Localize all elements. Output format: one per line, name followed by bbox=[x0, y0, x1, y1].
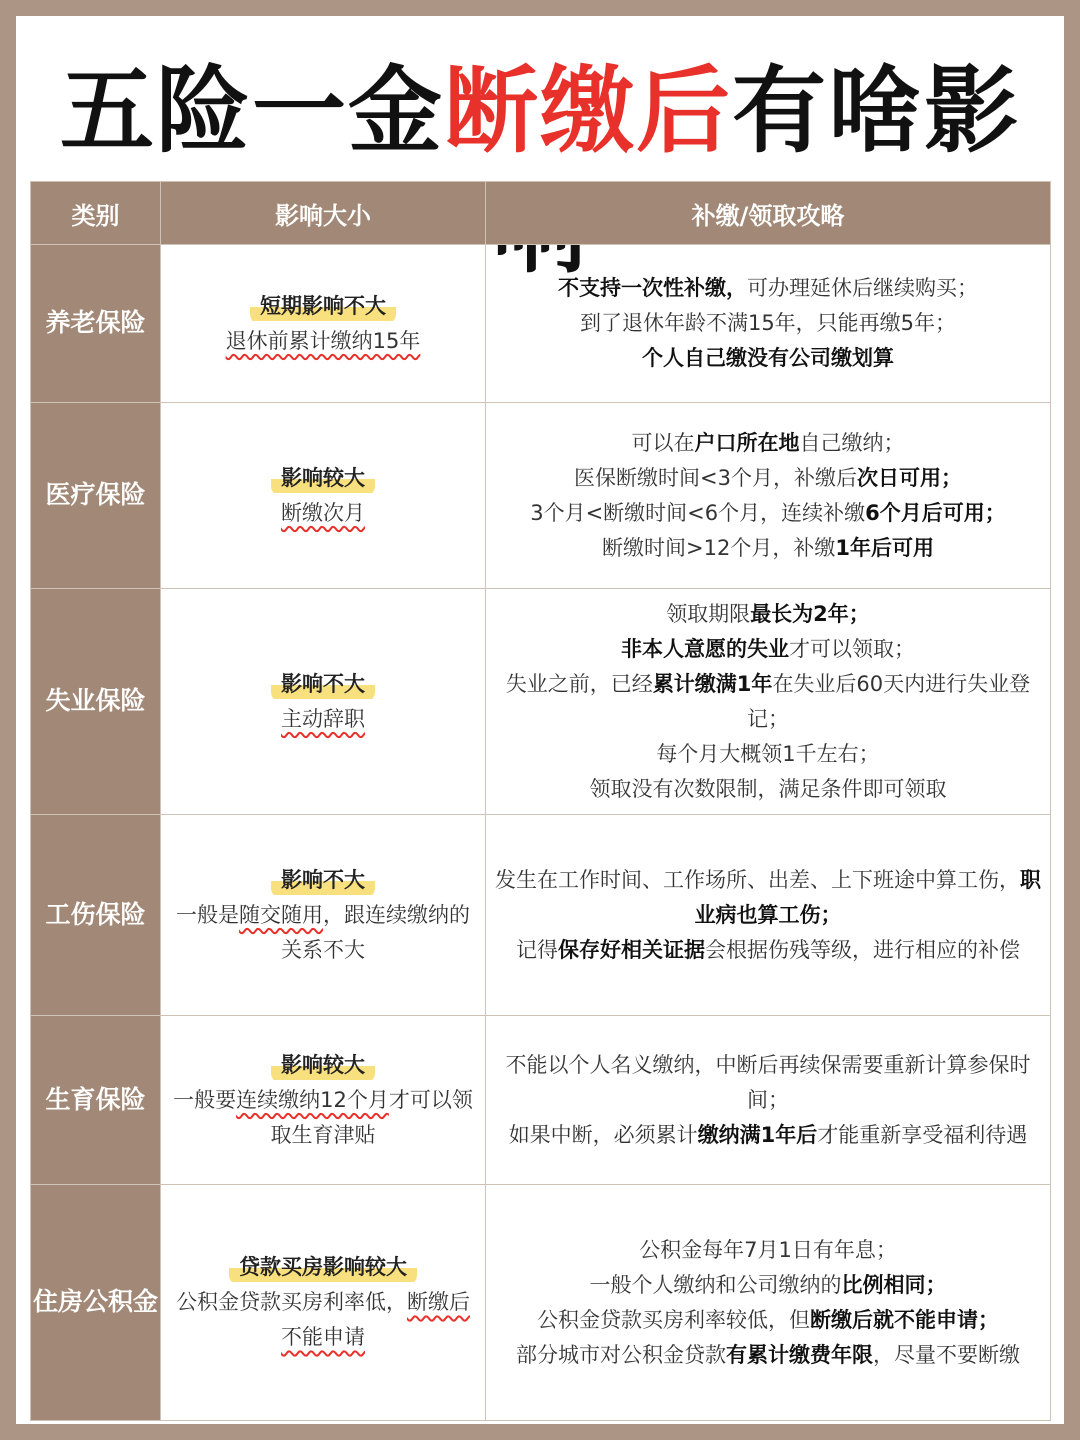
impact-badge: 影响较大 bbox=[271, 1048, 375, 1083]
bold-text: 户口所在地 bbox=[694, 430, 800, 455]
text: 如果中断，必须累计 bbox=[508, 1122, 698, 1147]
text: ，尽量不要断缴 bbox=[873, 1342, 1020, 1367]
guide-cell bbox=[486, 245, 1051, 403]
category-cell: 住房公积金 bbox=[31, 1185, 161, 1421]
impact-text bbox=[167, 898, 479, 968]
bold-text: 个人自己缴没有公司缴划算 bbox=[642, 346, 894, 370]
impact-cell bbox=[161, 245, 486, 403]
underlined-text: 主动辞职 bbox=[281, 706, 365, 731]
text: 领取期限 bbox=[666, 601, 751, 626]
text: 断缴时间>12个月，补缴 bbox=[602, 535, 836, 560]
impact-cell bbox=[161, 1016, 486, 1185]
guide-cell bbox=[486, 815, 1051, 1016]
impact-text bbox=[167, 1083, 479, 1153]
text: 一般要 bbox=[173, 1087, 237, 1112]
text: ，跟连续缴纳的关系不大 bbox=[281, 902, 470, 962]
guide-line bbox=[494, 1268, 1042, 1303]
guide-line bbox=[494, 632, 1042, 667]
impact-text bbox=[167, 324, 479, 359]
impact-badge: 贷款买房影响较大 bbox=[229, 1250, 417, 1285]
guide-line bbox=[494, 271, 1042, 306]
text: 会根据伤残等级，进行相应的补偿 bbox=[705, 937, 1020, 962]
bold-text: 比例相同； bbox=[841, 1272, 947, 1297]
impact-badge: 短期影响不大 bbox=[250, 289, 396, 324]
guide-line bbox=[494, 461, 1042, 496]
underlined-text: 断缴次月 bbox=[281, 500, 365, 525]
text: 可办理延休后继续购买； bbox=[747, 276, 978, 300]
impact-cell bbox=[161, 403, 486, 589]
guide-line bbox=[494, 1118, 1042, 1153]
title-part1: 五险一金 bbox=[59, 57, 444, 166]
bold-text: 职业病也算工伤； bbox=[694, 867, 1041, 927]
text: 领取没有次数限制，满足条件即可领取 bbox=[589, 776, 947, 801]
table-row bbox=[31, 1185, 1051, 1421]
text: 公积金贷款买房利率低， bbox=[176, 1290, 407, 1314]
guide-line bbox=[494, 772, 1042, 807]
guide-line bbox=[494, 737, 1042, 772]
text: 才可以领取； bbox=[789, 636, 915, 661]
table-row bbox=[31, 589, 1051, 815]
impact-badge: 影响不大 bbox=[271, 667, 375, 702]
text: 不能以个人名义缴纳，中断后再续保需要重新计算参保时间； bbox=[505, 1052, 1031, 1112]
text: 才能重新享受福利待遇 bbox=[817, 1122, 1028, 1147]
table-row bbox=[31, 245, 1051, 403]
guide-line bbox=[494, 1338, 1042, 1373]
text: 在失业后60天内进行失业登记； bbox=[747, 671, 1031, 731]
column-header-impact: 影响大小 bbox=[161, 182, 486, 245]
text: 一般是 bbox=[176, 902, 239, 927]
impact-text bbox=[167, 496, 479, 531]
bold-text: 缴纳满1年后 bbox=[697, 1122, 818, 1147]
guide-line bbox=[494, 426, 1042, 461]
guide-line bbox=[494, 531, 1042, 566]
guide-cell bbox=[486, 403, 1051, 589]
impact-cell bbox=[161, 1185, 486, 1421]
title-part2: 有啥影 bbox=[732, 57, 1021, 166]
bold-text: 1年后可用 bbox=[835, 535, 934, 560]
impact-cell bbox=[161, 589, 486, 815]
text: 记得 bbox=[516, 937, 558, 962]
text: 3个月<断缴时间<6个月，连续补缴 bbox=[530, 500, 866, 525]
text: 公积金贷款买房利率较低，但 bbox=[537, 1307, 810, 1332]
guide-line bbox=[494, 597, 1042, 632]
guide-line bbox=[494, 496, 1042, 531]
category-cell: 医疗保险 bbox=[31, 403, 161, 589]
title-highlight: 断缴后 bbox=[443, 57, 732, 166]
insurance-table bbox=[30, 181, 1051, 1421]
column-header-category: 类别 bbox=[31, 182, 161, 245]
bold-text: 不支持一次性补缴， bbox=[558, 276, 747, 300]
bold-text: 6个月后可用； bbox=[865, 500, 1006, 525]
text: 到了退休年龄不满15年，只能再缴5年； bbox=[579, 311, 957, 335]
guide-line bbox=[494, 1233, 1042, 1268]
guide-line bbox=[494, 667, 1042, 737]
bold-text: 保存好相关证据 bbox=[558, 937, 705, 962]
guide-line bbox=[494, 933, 1042, 968]
table-row bbox=[31, 403, 1051, 589]
underlined-text: 断缴后不能申请 bbox=[281, 1290, 470, 1349]
category-cell: 工伤保险 bbox=[31, 815, 161, 1016]
page-title bbox=[16, 52, 1064, 172]
text: 自己缴纳； bbox=[799, 430, 905, 455]
impact-badge: 影响较大 bbox=[271, 461, 375, 496]
underlined-text: 连续缴纳12个月 bbox=[236, 1087, 389, 1112]
table-header-row bbox=[31, 182, 1051, 245]
text: 每个月大概领1千左右； bbox=[656, 741, 880, 766]
underlined-text: 退休前累计缴纳15年 bbox=[225, 328, 421, 353]
bold-text: 非本人意愿的失业 bbox=[621, 636, 789, 661]
text: 发生在工作时间、工作场所、出差、上下班途中算工伤， bbox=[495, 867, 1020, 892]
column-header-guide: 补缴/领取攻略 bbox=[486, 182, 1051, 245]
guide-line bbox=[494, 341, 1042, 376]
text: 可以在 bbox=[631, 430, 695, 455]
text: 公积金每年7月1日有年息； bbox=[639, 1237, 897, 1262]
text: 一般个人缴纳和公司缴纳的 bbox=[589, 1272, 842, 1297]
impact-cell bbox=[161, 815, 486, 1016]
underlined-text: 随交随用 bbox=[239, 902, 323, 927]
category-cell: 失业保险 bbox=[31, 589, 161, 815]
guide-cell bbox=[486, 589, 1051, 815]
text: 才可以领取生育津贴 bbox=[270, 1087, 473, 1147]
bold-text: 最长为2年； bbox=[750, 601, 870, 626]
guide-line bbox=[494, 1303, 1042, 1338]
category-cell: 养老保险 bbox=[31, 245, 161, 403]
guide-cell bbox=[486, 1185, 1051, 1421]
text: 部分城市对公积金贷款 bbox=[516, 1342, 726, 1367]
category-cell: 生育保险 bbox=[31, 1016, 161, 1185]
table-row bbox=[31, 815, 1051, 1016]
impact-badge: 影响不大 bbox=[271, 863, 375, 898]
bold-text: 次日可用； bbox=[856, 465, 962, 490]
bold-text: 断缴后就不能申请； bbox=[810, 1307, 999, 1332]
impact-text bbox=[167, 1285, 479, 1355]
guide-cell bbox=[486, 1016, 1051, 1185]
bold-text: 累计缴满1年 bbox=[652, 671, 773, 696]
poster bbox=[16, 16, 1064, 1424]
bold-text: 有累计缴费年限 bbox=[726, 1342, 873, 1367]
guide-line bbox=[494, 863, 1042, 933]
guide-line bbox=[494, 306, 1042, 341]
guide-line bbox=[494, 1048, 1042, 1118]
impact-text bbox=[167, 702, 479, 737]
text: 医保断缴时间<3个月，补缴后 bbox=[574, 465, 857, 490]
table-row bbox=[31, 1016, 1051, 1185]
text: 失业之前，已经 bbox=[505, 671, 653, 696]
